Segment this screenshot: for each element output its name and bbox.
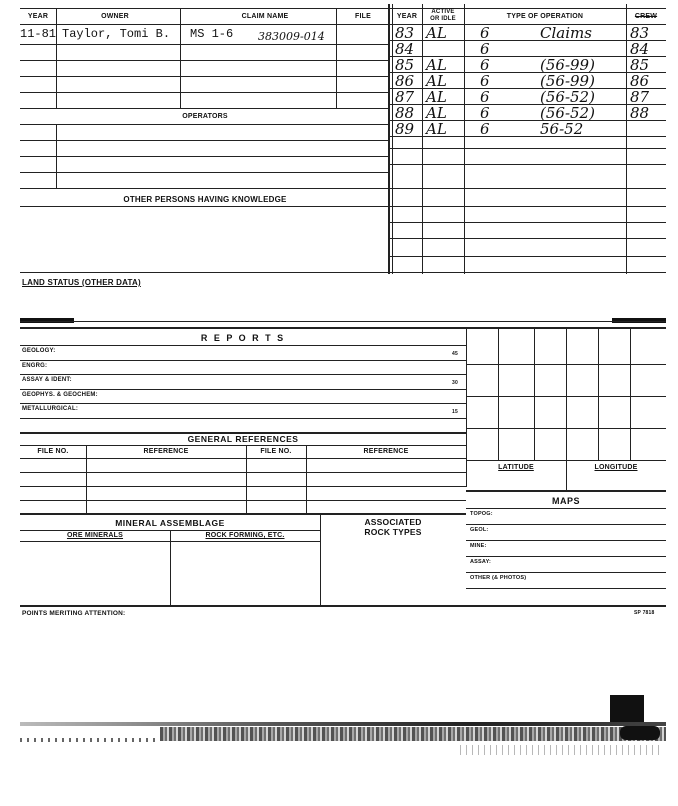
latitude-label: LATITUDE: [498, 464, 534, 471]
reports-title: R E P O R T S: [200, 333, 286, 343]
claim-owner: Taylor, Tomi B.: [62, 27, 171, 41]
report-label: ENGRG:: [22, 362, 48, 369]
header-owner: OWNER: [101, 13, 129, 20]
report-label: ASSAY & IDENT:: [22, 377, 72, 383]
ops-type: (56-52): [540, 88, 595, 106]
header-year: YEAR: [27, 13, 49, 20]
claim-file-number: 383009-014: [258, 30, 325, 43]
col-file-no-2: FILE NO.: [260, 448, 292, 455]
ops-crew: 84: [630, 40, 650, 58]
ops-crew: 88: [630, 104, 650, 122]
mineral-title: MINERAL ASSEMBLAGE: [115, 518, 225, 528]
ops-code: 6: [480, 104, 490, 122]
map-row-label: MINE:: [470, 543, 487, 549]
ops-code: 6: [480, 56, 490, 74]
col-reference-1: REFERENCE: [143, 448, 189, 455]
rock-forming-label: ROCK FORMING, ETC.: [205, 532, 285, 539]
report-number: 45: [452, 351, 458, 357]
ops-code: 6: [480, 88, 490, 106]
ops-year: 83: [395, 24, 415, 42]
ops-header-year: YEAR: [396, 13, 418, 20]
ops-type: Claims: [540, 24, 592, 42]
col-file-no-1: FILE NO.: [37, 448, 69, 455]
ops-header-idle: OR IDLE: [430, 16, 456, 22]
ops-crew: 86: [630, 72, 650, 90]
ops-status: AL: [426, 120, 447, 138]
operators-title: OPERATORS: [182, 113, 228, 120]
map-row-label: ASSAY:: [470, 559, 492, 565]
ops-status: AL: [426, 72, 447, 90]
ops-status: AL: [426, 56, 447, 74]
rock-types-label: ROCK TYPES: [364, 527, 422, 537]
other-persons-title: OTHER PERSONS HAVING KNOWLEDGE: [123, 195, 287, 204]
ops-crew: 85: [630, 56, 650, 74]
ops-year: 85: [395, 56, 415, 74]
map-row-label: TOPOG:: [470, 511, 493, 517]
ops-code: 6: [480, 120, 490, 138]
header-claim-name: CLAIM NAME: [241, 13, 289, 20]
claim-year: 11-81: [20, 27, 57, 41]
ops-header-active: ACTIVE: [431, 9, 455, 15]
ore-minerals-label: ORE MINERALS: [66, 532, 124, 539]
report-number: 30: [452, 380, 458, 386]
claim-name: MS 1-6: [190, 27, 234, 41]
maps-title: MAPS: [551, 496, 580, 506]
ops-code: 6: [480, 40, 490, 58]
map-row-label: OTHER (& PHOTOS): [470, 575, 527, 581]
ops-year: 88: [395, 104, 415, 122]
associated-label: ASSOCIATED: [364, 517, 422, 527]
ops-status: AL: [426, 104, 447, 122]
ops-code: 6: [480, 24, 490, 42]
ops-header-type: TYPE OF OPERATION: [506, 13, 584, 20]
general-refs-title: GENERAL REFERENCES: [187, 434, 299, 444]
ops-header-crew: CREW: [634, 13, 658, 20]
ops-year: 89: [395, 120, 415, 138]
ops-type: 56-52: [540, 120, 584, 138]
ops-status: AL: [426, 24, 447, 42]
col-reference-2: REFERENCE: [363, 448, 409, 455]
report-number: 15: [452, 409, 458, 415]
ops-status: AL: [426, 88, 447, 106]
ops-crew: 83: [630, 24, 650, 42]
header-file: FILE: [355, 13, 371, 20]
form-number: SP 7818: [634, 610, 655, 616]
ops-code: 6: [480, 72, 490, 90]
ops-year: 84: [395, 40, 415, 58]
land-status-label: LAND STATUS (OTHER DATA): [22, 278, 141, 287]
report-label: METALLURGICAL:: [22, 406, 79, 412]
ops-type: (56-52): [540, 104, 595, 122]
points-meriting-attention: POINTS MERITING ATTENTION:: [22, 610, 126, 617]
ops-type: (56-99): [540, 56, 595, 74]
map-row-label: GEOL:: [470, 527, 489, 533]
longitude-label: LONGITUDE: [594, 464, 638, 471]
report-label: GEOLOGY:: [22, 348, 56, 354]
ops-crew: 87: [630, 88, 650, 106]
ops-type: (56-99): [540, 72, 595, 90]
ops-year: 87: [395, 88, 415, 106]
report-label: GEOPHYS. & GEOCHEM:: [22, 391, 98, 398]
ops-year: 86: [395, 72, 415, 90]
